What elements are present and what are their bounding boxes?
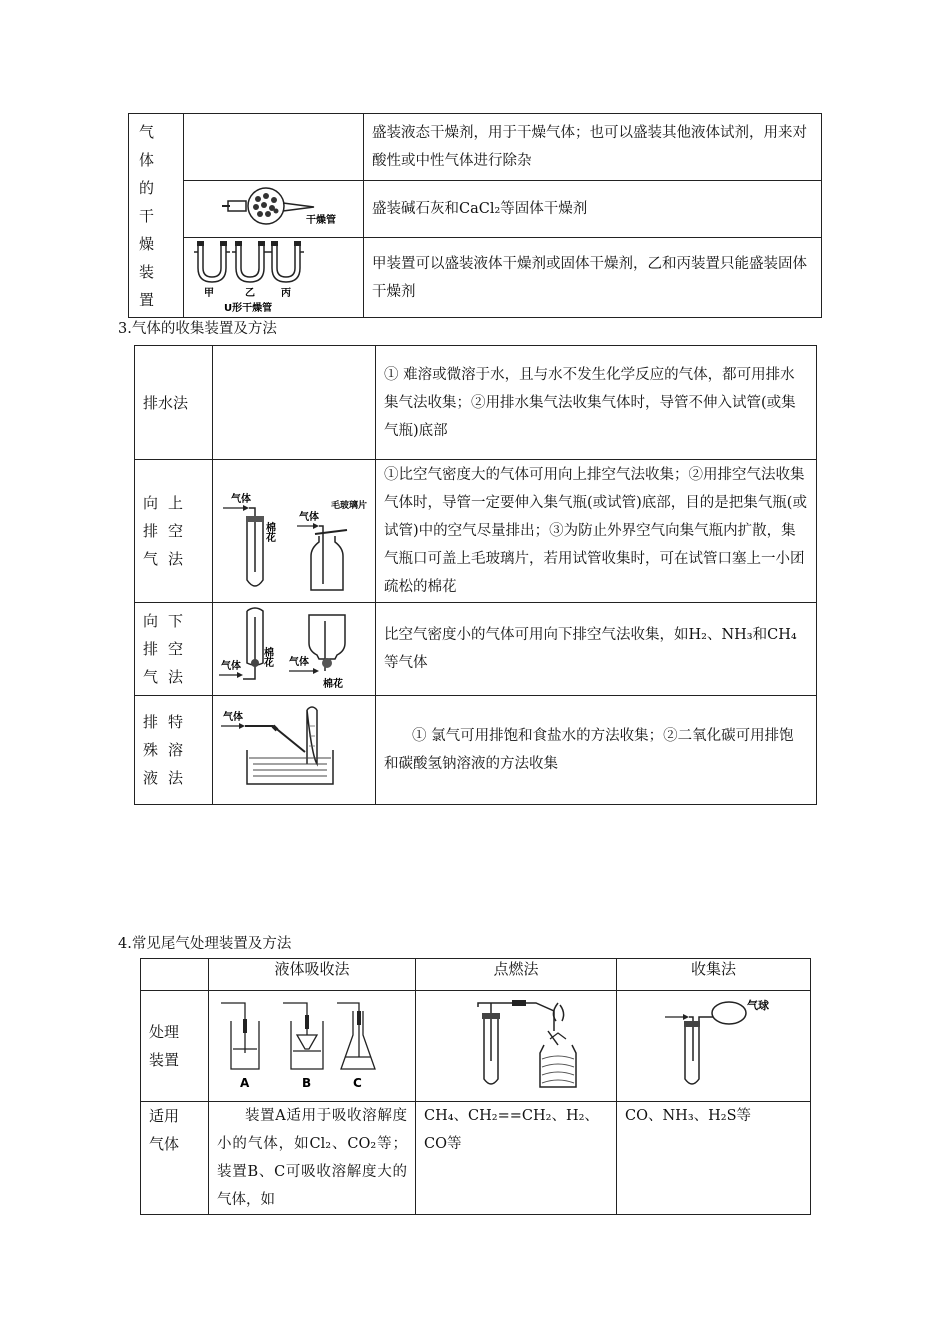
drying-tube-figure-cell xyxy=(184,181,364,238)
burn-figure-cell xyxy=(416,991,617,1102)
header-collect: 收集法 xyxy=(617,959,811,991)
label-C: C xyxy=(353,1076,362,1090)
u-tube-figure-cell xyxy=(184,238,364,318)
up-glass-label: 毛玻璃片 xyxy=(331,501,368,511)
method-water-cell xyxy=(135,346,213,460)
u-tube-label-yi: 乙 xyxy=(245,288,255,299)
section4-title: 4.常见尾气处理装置及方法 xyxy=(118,936,292,952)
collection-table xyxy=(134,345,817,805)
burn-gases-text: CH₄、CH₂==CH₂、H₂、CO等 xyxy=(416,1102,617,1215)
header-burn: 点燃法 xyxy=(416,959,617,991)
upward-text: ①比空气密度大的气体可用向上排空气法收集；②用排空气法收集气体时，导管一定要伸入集气瓶(或试管)底部，目的是把集气瓶(或试管)中的空气尽量排出；③为防止外界空气向集气瓶内扩散，集气瓶口可盖上毛玻璃片，若用试管收集时，可在试管口塞上一小团疏松的棉花 xyxy=(376,460,817,603)
u-tube-figure xyxy=(184,238,364,317)
liquid-figure-cell xyxy=(209,991,416,1102)
method-water: 排水法 xyxy=(143,393,189,412)
tail-gas-table xyxy=(140,958,811,1215)
down-cotton-label-1: 棉花 xyxy=(261,647,273,667)
drying-tube-figure xyxy=(184,181,364,237)
u-tube-label-jia: 甲 xyxy=(204,288,214,299)
drying-apparatus-table xyxy=(128,113,822,318)
drying-tube-label: 干燥管 xyxy=(306,215,336,226)
down-gas-label-1: 气体 xyxy=(221,661,241,672)
u-tube-label-bing: 丙 xyxy=(281,288,291,299)
u-tube-label: U形干燥管 xyxy=(224,303,273,314)
burn-figure xyxy=(416,991,617,1101)
liquid-figure xyxy=(209,991,416,1101)
up-gas-label-2: 气体 xyxy=(299,512,319,523)
drying-row3-text: 甲装置可以盛装液体干燥剂或固体干燥剂，乙和丙装置只能盛装固体干燥剂 xyxy=(364,238,822,318)
method-special-cell xyxy=(135,696,213,805)
special-gas-label: 气体 xyxy=(223,712,243,723)
collect-gases-text: CO、NH₃、H₂S等 xyxy=(617,1102,811,1215)
water-figure-cell xyxy=(213,346,376,460)
header-blank xyxy=(141,959,209,991)
water-text: ① 难溶或微溶于水，且与水不发生化学反应的气体，都可用排水集气法收集；②用排水集气法收集气体时，导管不伸入试管(或集气瓶)底部 xyxy=(376,346,817,460)
method-downward: 向下排空气法 xyxy=(143,612,194,686)
up-gas-label-1: 气体 xyxy=(231,494,251,505)
wash-bottle-figure-cell xyxy=(184,114,364,181)
upward-figure xyxy=(213,460,376,602)
method-upward-cell xyxy=(135,460,213,603)
drying-row1-text: 盛装液态干燥剂，用于干燥气体；也可以盛装其他液体试剂，用来对酸性或中性气体进行除杂 xyxy=(364,114,822,181)
method-downward-cell xyxy=(135,603,213,696)
row-gases-label-cell xyxy=(141,1102,209,1215)
collect-figure xyxy=(617,991,811,1101)
label-A: A xyxy=(240,1076,250,1090)
drying-label-cell xyxy=(129,114,184,318)
downward-text: 比空气密度小的气体可用向下排空气法收集，如H₂、NH₃和CH₄等气体 xyxy=(376,603,817,696)
section3-title: 3.气体的收集装置及方法 xyxy=(118,321,277,337)
liquid-gases-text: 装置A适用于吸收溶解度小的气体，如Cl₂、CO₂等；装置B、C可吸收溶解度大的气体，如 xyxy=(209,1102,416,1215)
collect-figure-cell xyxy=(617,991,811,1102)
down-cotton-label-2: 棉花 xyxy=(323,679,343,690)
down-gas-label-2: 气体 xyxy=(289,657,309,668)
special-text: ① 氯气可用排饱和食盐水的方法收集；②二氧化碳可用排饱和碳酸氢钠溶液的方法收集 xyxy=(376,696,817,805)
up-cotton-label: 棉花 xyxy=(263,522,275,542)
method-special: 排特殊溶液法 xyxy=(143,713,194,787)
balloon-label: 气球 xyxy=(747,999,769,1012)
upward-figure-cell xyxy=(213,460,376,603)
row-apparatus-label-cell xyxy=(141,991,209,1102)
downward-figure-cell xyxy=(213,603,376,696)
drying-row2-text: 盛装碱石灰和CaCl₂等固体干燥剂 xyxy=(364,181,822,238)
row-gases-label: 适用气体 xyxy=(149,1107,180,1153)
downward-figure xyxy=(213,603,376,695)
label-B: B xyxy=(302,1076,312,1090)
special-figure xyxy=(213,696,376,804)
header-liquid: 液体吸收法 xyxy=(209,959,416,991)
row-apparatus-label: 处理装置 xyxy=(149,1023,180,1069)
special-figure-cell xyxy=(213,696,376,805)
method-upward: 向上排空气法 xyxy=(143,494,194,568)
drying-label: 气体的干燥装置 xyxy=(139,122,165,309)
